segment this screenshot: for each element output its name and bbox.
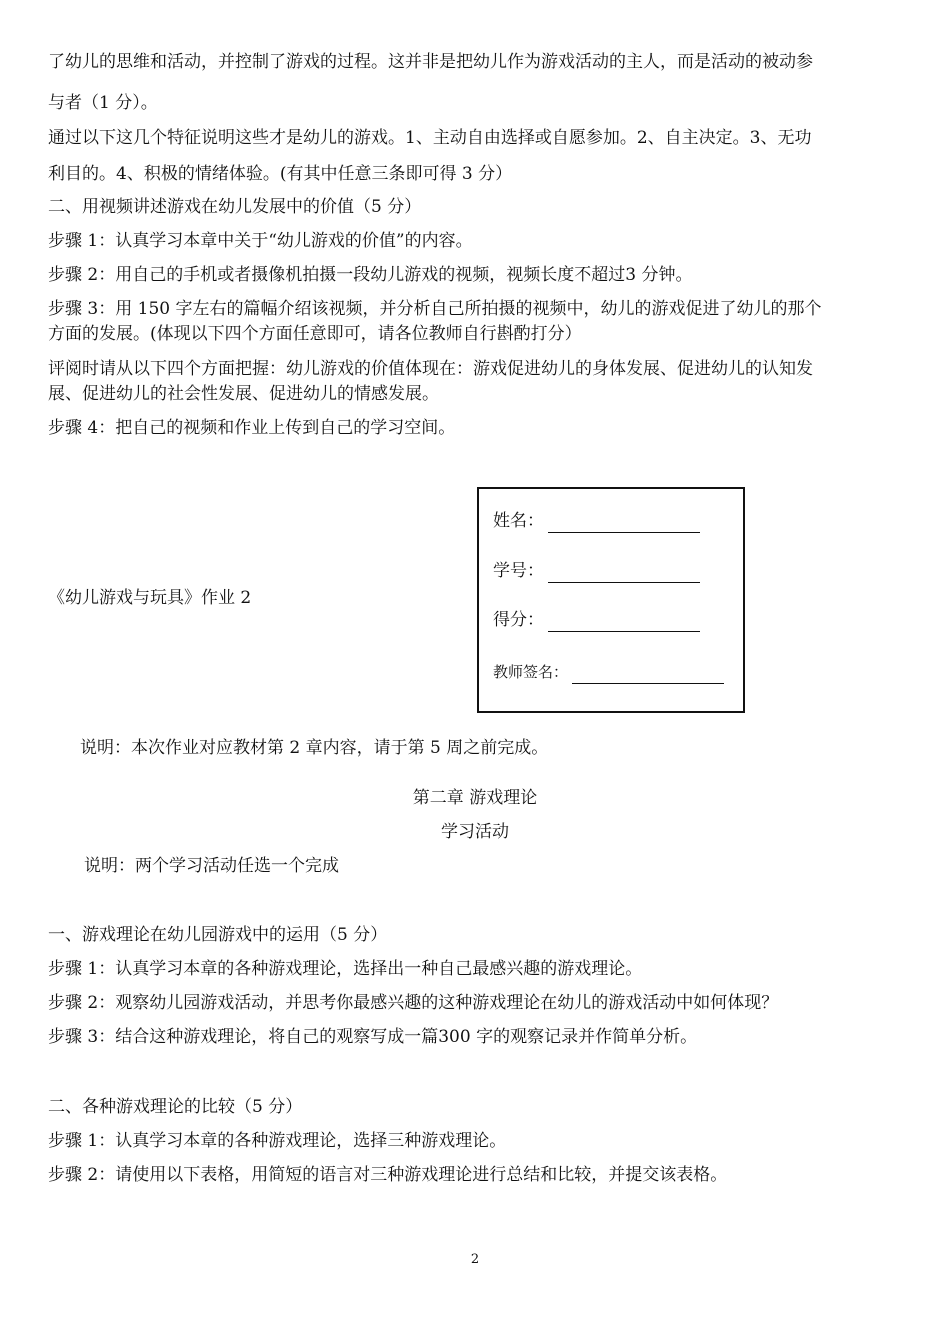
name-blank[interactable]	[548, 514, 700, 533]
assignment-title: 《幼儿游戏与玩具》作业 2	[48, 588, 252, 608]
section-heading-2: 二、各种游戏理论的比较（5 分）	[48, 1097, 303, 1117]
student-id-field	[493, 559, 700, 583]
paragraph-line: 利目的。4、积极的情绪体验。(有其中任意三条即可得 3 分）	[48, 164, 513, 184]
step-line: 步骤 4：把自己的视频和作业上传到自己的学习空间。	[48, 418, 456, 438]
name-label: 姓名：	[493, 511, 544, 531]
student-id-blank[interactable]	[548, 564, 700, 583]
activity-note: 说明：两个学习活动任选一个完成	[84, 856, 339, 876]
score-blank[interactable]	[548, 613, 700, 632]
teacher-signature-field	[493, 660, 724, 684]
teacher-signature-label: 教师签名：	[493, 663, 569, 681]
student-id-label: 学号：	[493, 561, 544, 581]
step-line: 步骤 3：用 150 字左右的篇幅介绍该视频，并分析自己所拍摄的视频中，幼儿的游戏促进了幼儿的那个	[48, 299, 822, 319]
page-number: 2	[470, 1252, 480, 1267]
section-heading-video: 二、用视频讲述游戏在幼儿发展中的价值（5 分）	[48, 197, 422, 217]
step-line: 步骤 1：认真学习本章的各种游戏理论，选择出一种自己最感兴趣的游戏理论。	[48, 959, 643, 979]
activity-title: 学习活动	[441, 822, 509, 842]
paragraph-line: 与者（1 分）。	[48, 93, 158, 113]
paragraph-line: 了幼儿的思维和活动，并控制了游戏的过程。这并非是把幼儿作为游戏活动的主人，而是活动的被动参	[48, 52, 813, 72]
evaluation-line: 展、促进幼儿的社会性发展、促进幼儿的情感发展。	[48, 384, 439, 404]
step-line: 步骤 2：观察幼儿园游戏活动，并思考你最感兴趣的这种游戏理论在幼儿的游戏活动中如何体现？	[48, 993, 779, 1013]
step-line: 方面的发展。(体现以下四个方面任意即可，请各位教师自行斟酌打分）	[48, 324, 582, 344]
step-line: 步骤 2：请使用以下表格，用简短的语言对三种游戏理论进行总结和比较，并提交该表格。	[48, 1165, 728, 1185]
step-line: 步骤 2：用自己的手机或者摄像机拍摄一段幼儿游戏的视频，视频长度不超过3 分钟。	[48, 265, 693, 285]
evaluation-line: 评阅时请从以下四个方面把握：幼儿游戏的价值体现在：游戏促进幼儿的身体发展、促进幼儿的认知发	[48, 359, 813, 379]
paragraph-line: 通过以下这几个特征说明这些才是幼儿的游戏。1、主动自由选择或自愿参加。2、自主决定。3、无功	[48, 128, 812, 148]
chapter-title: 第二章 游戏理论	[412, 788, 538, 808]
section-heading-1: 一、游戏理论在幼儿园游戏中的运用（5 分）	[48, 925, 388, 945]
score-field	[493, 608, 700, 632]
score-label: 得分：	[493, 610, 544, 630]
name-field	[493, 509, 700, 533]
step-line: 步骤 1：认真学习本章中关于“幼儿游戏的价值”的内容。	[48, 231, 473, 251]
assignment-note: 说明：本次作业对应教材第 2 章内容，请于第 5 周之前完成。	[80, 738, 549, 758]
step-line: 步骤 1：认真学习本章的各种游戏理论，选择三种游戏理论。	[48, 1131, 507, 1151]
step-line: 步骤 3：结合这种游戏理论，将自己的观察写成一篇300 字的观察记录并作简单分析。	[48, 1027, 698, 1047]
student-info-box	[477, 487, 745, 713]
teacher-signature-blank[interactable]	[572, 665, 724, 684]
